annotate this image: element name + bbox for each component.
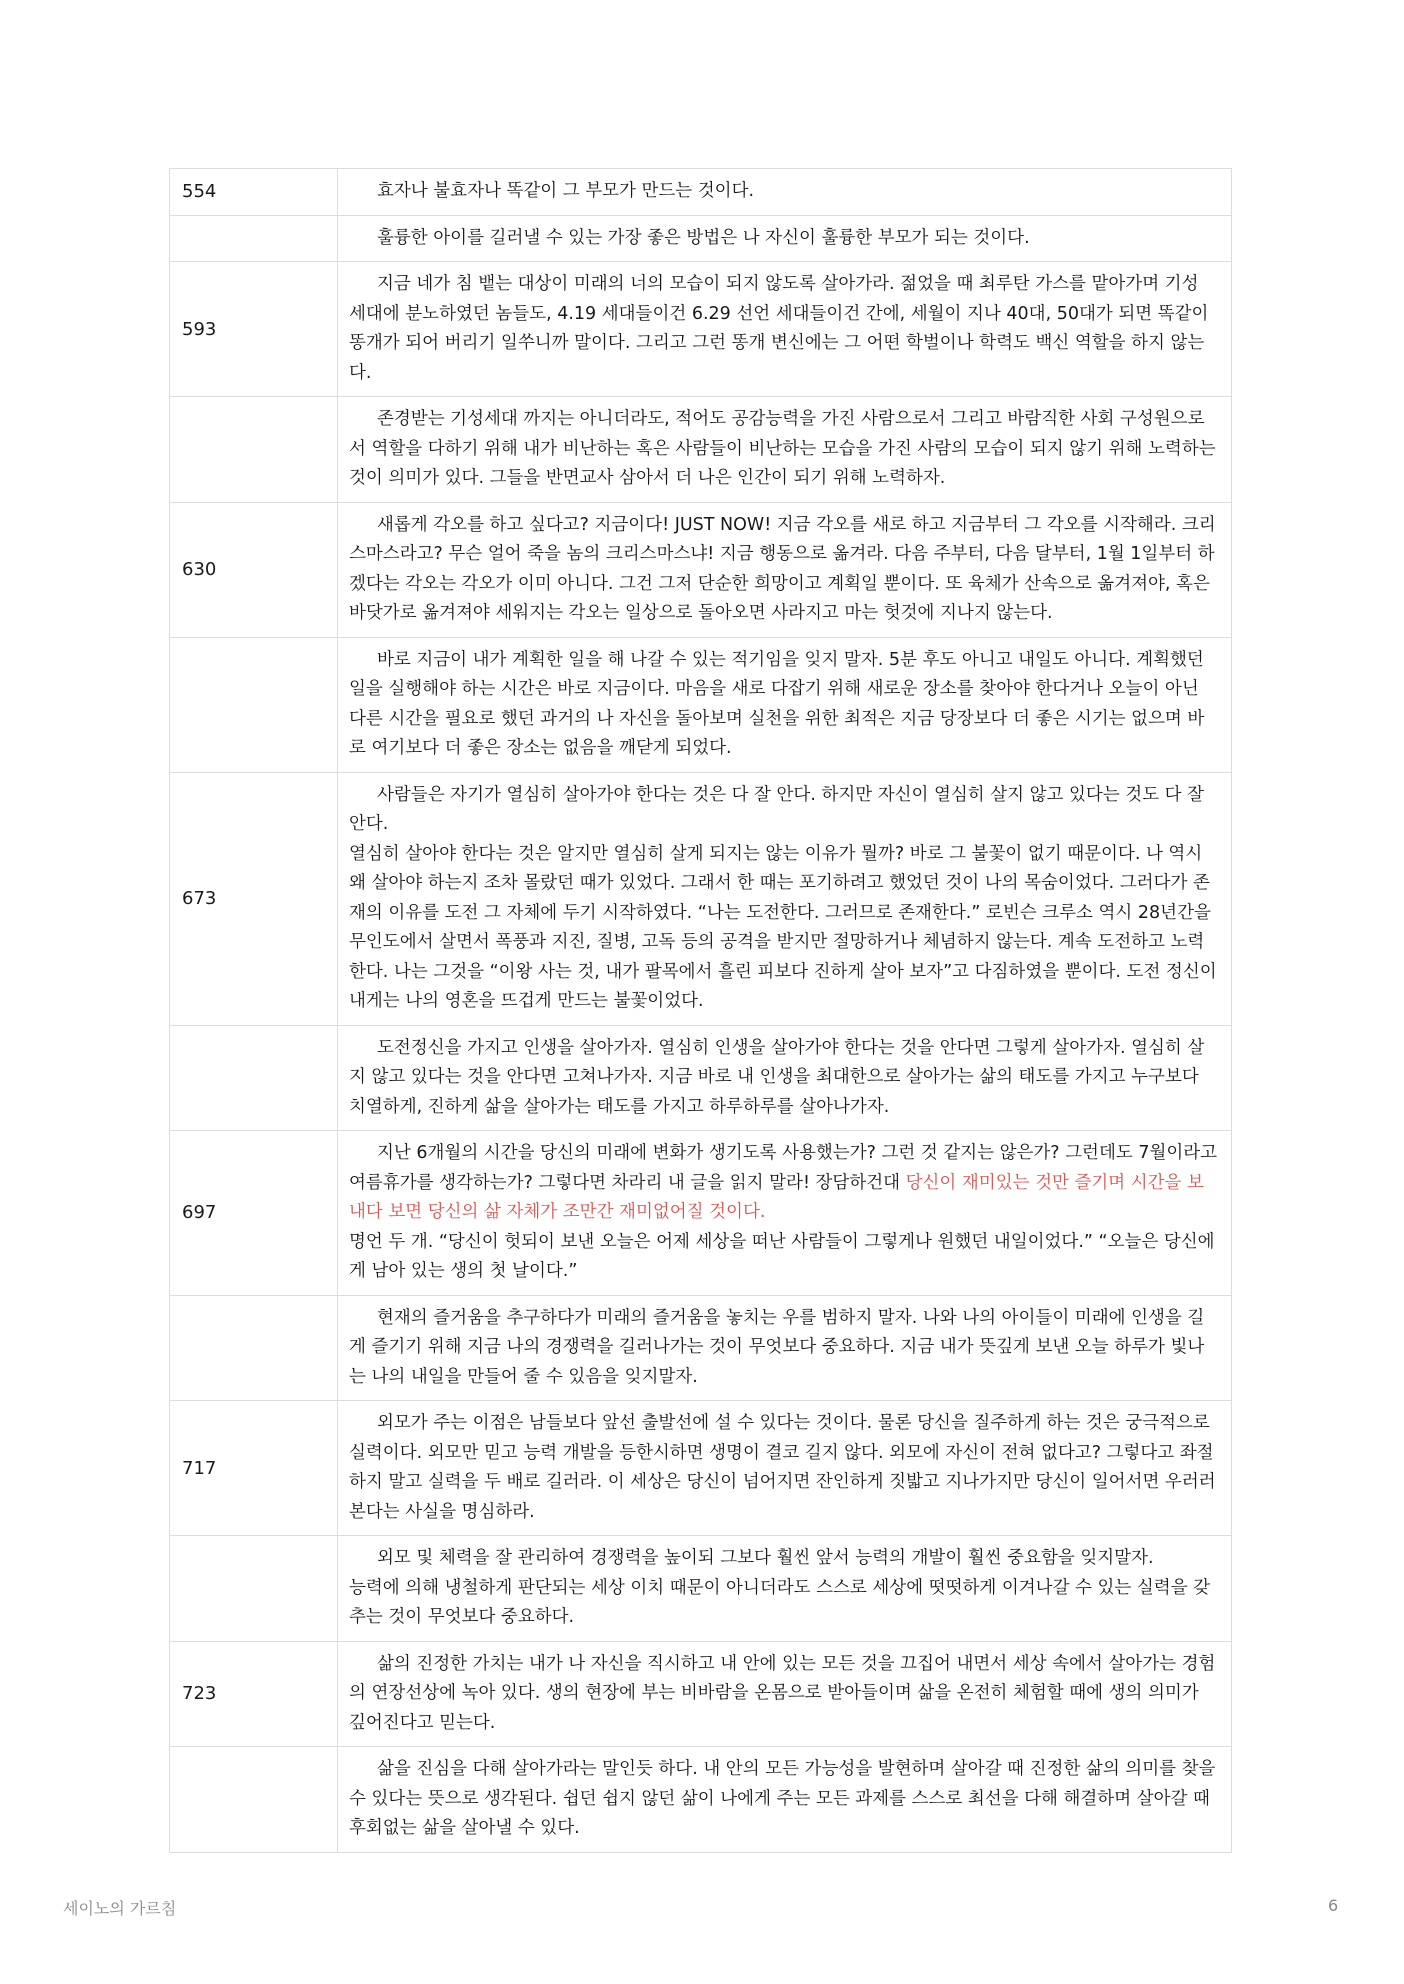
table-row <box>170 262 1232 397</box>
paragraph: 바로 지금이 내가 계획한 일을 해 나갈 수 있는 적기임을 잊지 말자. 5분 후도 아니고 내일도 아니다. 계획했던 일을 실행해야 하는 시간은 바로 지금이다. 마음을 새로 다잡기 위해 새로운 장소를 찾아야 한다거나 오늘이 아닌 다른 시간을 필요로 했던 과거의 나 자신을 돌아보며 실천을 위한 최적은 지금 당장보다 더 좋은 시기는 없으며 바로 여기보다 더 좋은 장소는 없음을 깨닫게 되었다. <box>349 649 1205 758</box>
table-row <box>170 1025 1232 1131</box>
paragraph: 삶의 진정한 가치는 내가 나 자신을 직시하고 내 안에 있는 모든 것을 끄집어 내면서 세상 속에서 살아가는 경험의 연장선상에 녹아 있다. 생의 현장에 부는 비바람을 온몸으로 받아들이며 삶을 온전히 체험할 때에 생의 의미가 깊어진다고 믿는다. <box>349 1653 1216 1733</box>
entry-text <box>338 1131 1232 1296</box>
table-row <box>170 1295 1232 1401</box>
entry-text <box>338 772 1232 1025</box>
entry-number: 673 <box>170 772 338 1025</box>
entry-number <box>170 215 338 262</box>
entry-text <box>338 1025 1232 1131</box>
entry-text <box>338 1295 1232 1401</box>
entry-number: 697 <box>170 1131 338 1296</box>
table-row <box>170 1747 1232 1853</box>
table-row <box>170 215 1232 262</box>
table-row <box>170 397 1232 503</box>
table-row <box>170 637 1232 772</box>
paragraph <box>349 1139 1219 1228</box>
table-row <box>170 1401 1232 1536</box>
paragraph: 효자나 불효자나 똑같이 그 부모가 만드는 것이다. <box>377 181 755 201</box>
table-row <box>170 1131 1232 1296</box>
paragraph: 존경받는 기성세대 까지는 아니더라도, 적어도 공감능력을 가진 사람으로서 그리고 바람직한 사회 구성원으로서 역할을 다하기 위해 내가 비난하는 혹은 사람들이 비난하는 모습을 가진 사람의 모습이 되지 않기 위해 노력하는 것이 의미가 있다. 그들을 반면교사 삼아서 더 나은 인간이 되기 위해 노력하자. <box>349 409 1216 488</box>
paragraph: 사람들은 자기가 열심히 살아가야 한다는 것은 다 잘 안다. 하지만 자신이 열심히 살지 않고 있다는 것도 다 잘 안다. <box>349 784 1205 834</box>
paragraph: 열심히 살아야 한다는 것은 알지만 열심히 살게 되지는 않는 이유가 뭘까? 바로 그 불꽃이 없기 때문이다. 나 역시 왜 살아야 하는지 조차 몰랐던 때가 있었다. 그래서 한 때는 포기하려고 했었던 것이 나의 목숨이었다. 그러다가 존재의 이유를 도전 그 자체에 두기 시작하였다. “나는 도전한다. 그러므로 존재한다.” 로빈슨 크루소 역시 28년간을 무인도에서 살면서 폭풍과 지진, 질병, 고독 등의 공격을 받지만 절망하거나 체념하지 않는다. 계속 도전하고 노력한다. 나는 그것을 “이왕 사는 것, 내가 팔목에서 흘린 피보다 진하게 살아 보자”고 다짐하였을 뿐이다. 도전 정신이 내게는 나의 영혼을 뜨겁게 만드는 불꽃이었다. <box>349 843 1217 1011</box>
entry-text <box>338 502 1232 637</box>
entry-number: 717 <box>170 1401 338 1536</box>
footer-book-title: 세이노의 가르침 <box>63 1899 177 1918</box>
paragraph: 현재의 즐거움을 추구하다가 미래의 즐거움을 놓치는 우를 범하지 말자. 나와 나의 아이들이 미래에 인생을 길게 즐기기 위해 지금 나의 경쟁력을 길러나가는 것이 무엇보다 중요하다. 지금 내가 뜻깊게 보낸 오늘 하루가 빛나는 나의 내일을 만들어 줄 수 있음을 잊지말자. <box>349 1307 1205 1387</box>
entry-text <box>338 397 1232 503</box>
paragraph: 새롭게 각오를 하고 싶다고? 지금이다! JUST NOW! 지금 각오를 새로 하고 지금부터 그 각오를 시작해라. 크리스마스라고? 무슨 얼어 죽을 놈의 크리스마스냐! 지금 행동으로 옮겨라. 다음 주부터, 다음 달부터, 1월 1일부터 하겠다는 각오는 각오가 이미 아니다. 그건 그저 단순한 희망이고 계획일 뿐이다. 또 육체가 산속으로 옮겨져야, 혹은 바닷가로 옮겨져야 세워지는 각오는 일상으로 돌아오면 사라지고 마는 헛것에 지나지 않는다. <box>349 514 1216 623</box>
entry-number <box>170 1025 338 1131</box>
paragraph: 외모 및 체력을 잘 관리하여 경쟁력을 높이되 그보다 훨씬 앞서 능력의 개발이 훨씬 중요함을 잊지말자. <box>377 1548 1154 1568</box>
entry-text <box>338 1536 1232 1642</box>
table-row <box>170 1641 1232 1747</box>
paragraph-text: 지난 6개월의 시간을 당신의 미래에 변화가 생기도록 사용했는가? 그런 것 같지는 않은가? 그런데도 7월이라고 여름휴가를 생각하는가? 그렇다면 차라리 내 글을 읽지 말라! 장담하건대 <box>349 1143 1218 1193</box>
entry-text <box>338 169 1232 216</box>
paragraph: 훌륭한 아이를 길러낼 수 있는 가장 좋은 방법은 나 자신이 훌륭한 부모가 되는 것이다. <box>377 227 1030 248</box>
entry-number: 630 <box>170 502 338 637</box>
entry-text <box>338 1747 1232 1853</box>
table-row <box>170 169 1232 216</box>
paragraph: 외모가 주는 이점은 남들보다 앞선 출발선에 설 수 있다는 것이다. 물론 당신을 질주하게 하는 것은 궁극적으로 실력이다. 외모만 믿고 능력 개발을 등한시하면 생명이 결코 길지 않다. 외모에 자신이 전혀 없다고? 그렇다고 좌절하지 말고 실력을 두 배로 길러라. 이 세상은 당신이 넘어지면 잔인하게 짓밟고 지나가지만 당신이 일어서면 우러러본다는 사실을 명심하라. <box>349 1413 1216 1522</box>
entry-text <box>338 215 1232 262</box>
paragraph: 삶을 진심을 다해 살아가라는 말인듯 하다. 내 안의 모든 가능성을 발현하며 살아갈 때 진정한 삶의 의미를 찾을 수 있다는 뜻으로 생각된다. 쉽던 쉽지 않던 삶이 나에게 주는 모든 과제를 스스로 최선을 다해 해결하며 살아갈 때 후회없는 삶을 살아낼 수 있다. <box>349 1759 1216 1838</box>
table-row <box>170 502 1232 637</box>
highlighted-text: 당신이 재미있는 것만 즐기며 시간을 보내다 보면 당신의 삶 자체가 조만간 재미없어질 것이다. <box>349 1172 1204 1222</box>
entry-number: 593 <box>170 262 338 397</box>
entry-number <box>170 397 338 503</box>
paragraph: 지금 네가 침 뱉는 대상이 미래의 너의 모습이 되지 않도록 살아가라. 젊었을 때 최루탄 가스를 맡아가며 기성 세대에 분노하였던 놈들도, 4.19 세대들이건 6.29 선언 세대들이건 간에, 세월이 지나 40대, 50대가 되면 똑같이 똥개가 되어 버리기 일쑤니까 말이다. 그리고 그런 똥개 변신에는 그 어떤 학벌이나 학력도 백신 역할을 하지 않는다. <box>349 274 1209 383</box>
entry-text <box>338 637 1232 772</box>
entry-number <box>170 637 338 772</box>
entry-number: 723 <box>170 1641 338 1747</box>
page-number: 6 <box>1328 1896 1339 1915</box>
entry-number: 554 <box>170 169 338 216</box>
quote-table <box>169 168 1232 1853</box>
entry-number <box>170 1295 338 1401</box>
entry-text <box>338 262 1232 397</box>
entry-text <box>338 1641 1232 1747</box>
table-row <box>170 772 1232 1025</box>
paragraph: 능력에 의해 냉철하게 판단되는 세상 이치 때문이 아니더라도 스스로 세상에 떳떳하게 이겨나갈 수 있는 실력을 갖추는 것이 무엇보다 중요하다. <box>349 1577 1211 1627</box>
paragraph: 명언 두 개. “당신이 헛되이 보낸 오늘은 어제 세상을 떠난 사람들이 그렇게나 원했던 내일이었다.” “오늘은 당신에게 남아 있는 생의 첫 날이다.” <box>349 1231 1215 1281</box>
table-row <box>170 1536 1232 1642</box>
entry-number <box>170 1747 338 1853</box>
entry-text <box>338 1401 1232 1536</box>
paragraph: 도전정신을 가지고 인생을 살아가자. 열심히 인생을 살아가야 한다는 것을 안다면 그렇게 살아가자. 열심히 살지 않고 있다는 것을 안다면 고쳐나가자. 지금 바로 내 인생을 최대한으로 살아가는 삶의 태도를 가지고 누구보다 치열하게, 진하게 삶을 살아가는 태도를 가지고 하루하루를 살아나가자. <box>349 1037 1205 1117</box>
entry-number <box>170 1536 338 1642</box>
